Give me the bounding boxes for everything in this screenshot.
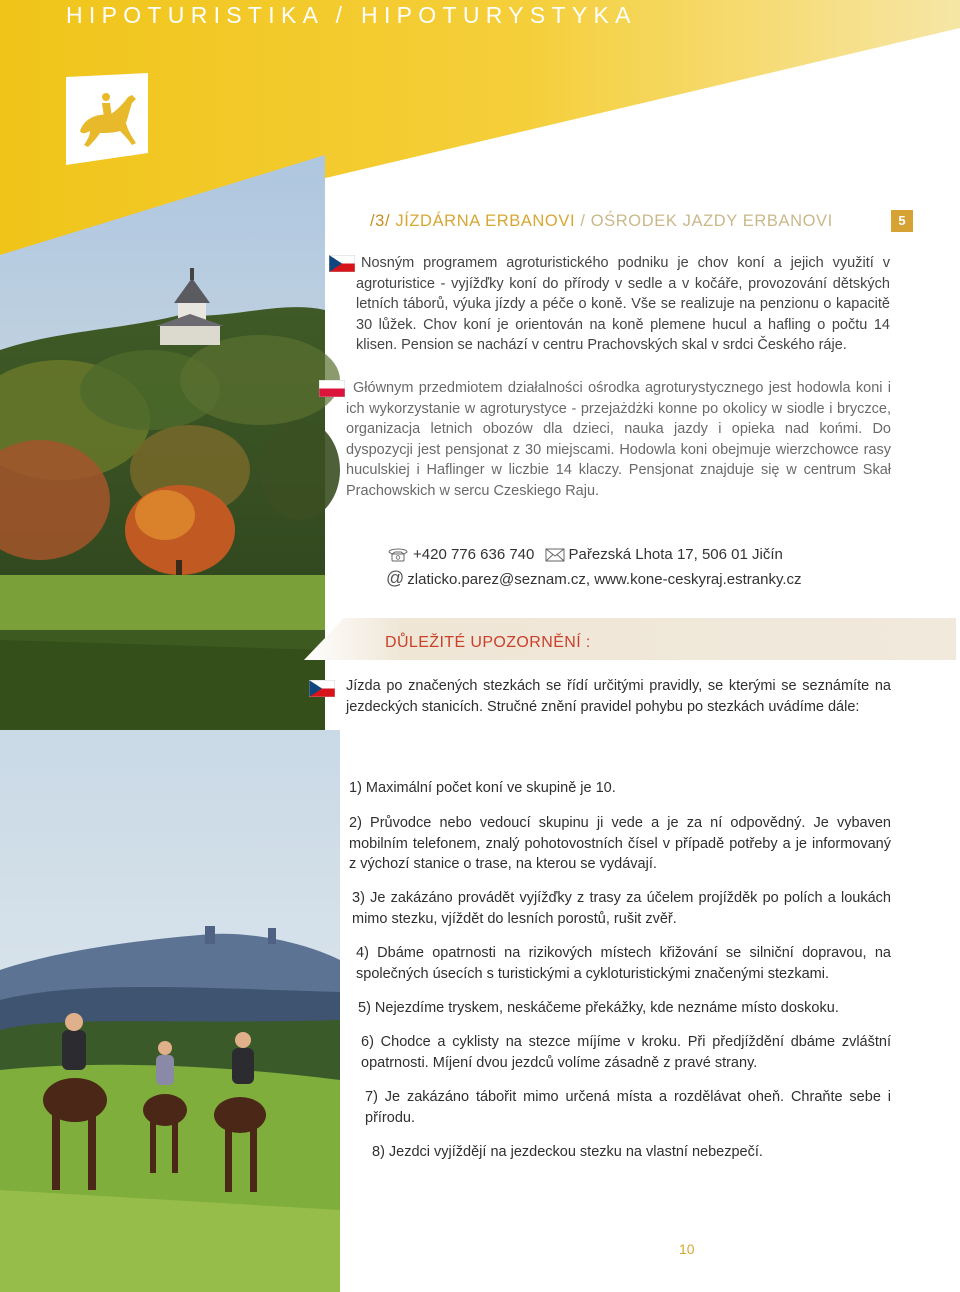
rule-item: 7) Je zakázáno tábořit mimo určená místa a rozdělávat oheň. Chraňte sebe i přírodu. xyxy=(365,1089,891,1126)
section-title-cz: JÍZDÁRNA ERBANOVI xyxy=(395,212,576,230)
rule-item: 2) Průvodce nebo vedoucí skupinu ji vede a je za ní odpovědný. Je vybaven mobilním telefonem, znalý pohotovostních čísel v případě potřeby a je informovaný z výchozí stanice o trase, na kterou se vydávají. xyxy=(349,815,891,873)
horse-rider-icon xyxy=(66,73,148,165)
email-and-website[interactable]: zlaticko.parez@seznam.cz, www.kone-ceskyraj.estranky.cz xyxy=(407,571,802,588)
czech-flag-icon xyxy=(329,255,355,272)
description-cz: Nosným programem agroturistického podniku je chov koní a jejich využití v agroturistice - vyjížďky koní do přírody v sedle a v kočáře, provozování dětských letních táborů, výuka jízdy a péče o koně. Vše se realizuje na penzionu o kapacitě 30 lůžek. Chov koní je orientován na koně plemene hucul a hafling o počtu 14 klisen. Pension se nachází v centru Prachovských skal v srdci Českého ráje. xyxy=(356,255,890,354)
contact-line-1 xyxy=(387,546,783,563)
section-badge: 5 xyxy=(891,210,913,232)
page-number: 10 xyxy=(679,1241,695,1257)
section-title-pl: OŚRODEK JAZDY ERBANOVI xyxy=(590,212,833,230)
section-number: /3/ xyxy=(370,212,391,230)
contact-line-2 xyxy=(386,568,802,589)
phone-icon xyxy=(387,546,409,562)
at-icon: @ xyxy=(386,568,405,588)
polish-flag-icon xyxy=(319,380,345,397)
postal-address: Pařezská Lhota 17, 506 01 Jičín xyxy=(568,546,783,563)
rule-item: 6) Chodce a cyklisty na stezce míjíme v kroku. Při předjíždění dbáme zvláštní opatrnosti. Míjení dvou jezdců volíme zásadně z pravé strany. xyxy=(361,1034,891,1071)
section-separator: / xyxy=(575,212,591,230)
rule-item: 8) Jezdci vyjíždějí na jezdeckou stezku na vlastní nebezpečí. xyxy=(372,1144,763,1160)
mail-envelope-icon xyxy=(545,548,565,562)
horse-riders-photo xyxy=(0,730,340,1292)
description-pl: Głównym przedmiotem działalności ośrodka agroturystycznego jest hodowla koni i ich wykorzystanie w agroturystyce - przejażdżki konne po okolicy w siodle i bryczce, organizacja letnich obozów dla dzieci, nauka jazdy i opieka nad końmi. Do dyspozycji jest pensjonat z 30 miejscami. Hodowla koni obejmuje wierzchowce rasy huculskiej i Haflinger w liczbie 14 klaczy. Pensjonat znajduje się w centrum Skał Prachowskich w sercu Czeskiego Raju. xyxy=(346,380,891,499)
rule-item: 4) Dbáme opatrnosti na rizikových místech křižování se silniční dopravou, na společných úsecích s turistickými a cykloturistickými značenými stezkami. xyxy=(356,945,891,982)
rule-item: 5) Nejezdíme tryskem, neskáčeme překážky, kde neznáme místo doskoku. xyxy=(358,1000,839,1016)
notice-intro: Jízda po značených stezkách se řídí určitými pravidly, se kterými se seznámíte na jezdeckých stanicích. Stručné znění pravidel pohybu po stezkách uvádíme dále: xyxy=(346,678,891,715)
rule-item: 1) Maximální počet koní ve skupině je 10. xyxy=(349,780,616,796)
czech-flag-icon xyxy=(309,680,335,697)
phone-number[interactable]: +420 776 636 740 xyxy=(413,546,535,563)
rule-item: 3) Je zakázáno provádět vyjížďky z trasy za účelem projížděk po polích a loukách mimo stezku, vjíždět do lesních porostů, rušit zvěř. xyxy=(352,890,891,927)
section-heading xyxy=(370,212,833,231)
header-title: HIPOTURISTIKA / HIPOTURYSTYKA xyxy=(66,2,637,28)
castle-landscape-photo xyxy=(0,0,340,730)
notice-title: DŮLEŽITÉ UPOZORNĚNÍ : xyxy=(385,634,591,651)
